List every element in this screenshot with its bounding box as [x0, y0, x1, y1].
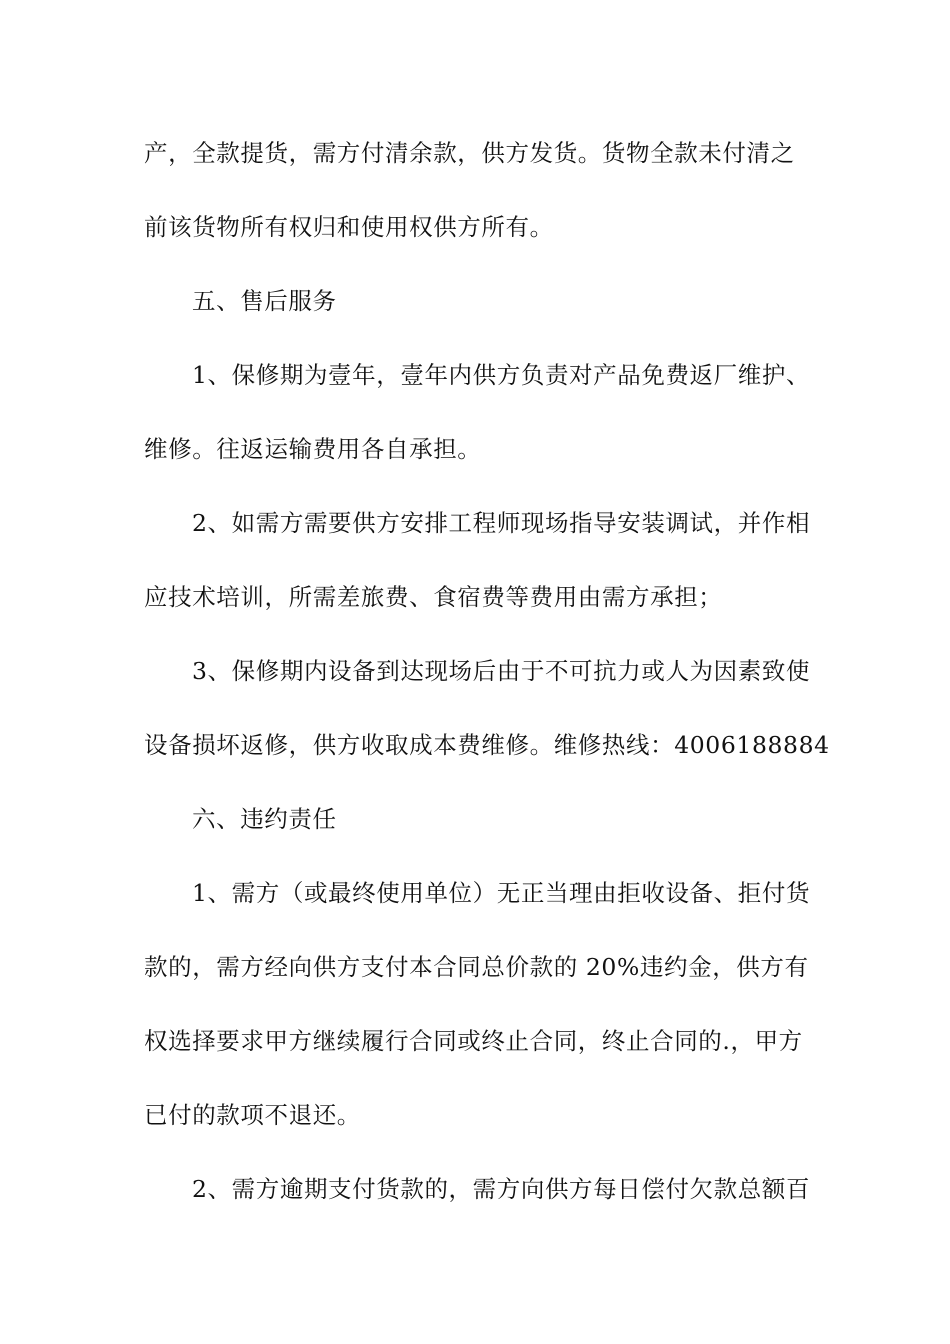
- paragraph-line: 前该货物所有权归和使用权供方所有。: [144, 213, 554, 241]
- paragraph-line: 2、如需方需要供方安排工程师现场指导安装调试，并作相: [192, 509, 811, 537]
- paragraph-line: 1、保修期为壹年，壹年内供方负责对产品免费返厂维护、: [192, 361, 811, 389]
- paragraph-line: 2、需方逾期支付货款的，需方向供方每日偿付欠款总额百: [192, 1175, 811, 1203]
- paragraph-line: 款的，需方经向供方支付本合同总价款的 20%违约金，供方有: [144, 953, 809, 981]
- paragraph-line: 维修。往返运输费用各自承担。: [144, 435, 482, 463]
- paragraph-line: 权选择要求甲方继续履行合同或终止合同，终止合同的.，甲方: [144, 1027, 803, 1055]
- section-heading: 五、售后服务: [192, 287, 337, 315]
- section-heading: 六、违约责任: [192, 805, 337, 833]
- paragraph-line: 3、保修期内设备到达现场后由于不可抗力或人为因素致使: [192, 657, 811, 685]
- paragraph-line: 已付的款项不退还。: [144, 1101, 361, 1129]
- paragraph-line: 产，全款提货，需方付清余款，供方发货。货物全款未付清之: [144, 139, 795, 167]
- paragraph-line: 1、需方（或最终使用单位）无正当理由拒收设备、拒付货: [192, 879, 811, 907]
- paragraph-line: 设备损坏返修，供方收取成本费维修。维修热线：4006188884: [144, 731, 830, 759]
- paragraph-line: 应技术培训，所需差旅费、食宿费等费用由需方承担；: [144, 583, 723, 611]
